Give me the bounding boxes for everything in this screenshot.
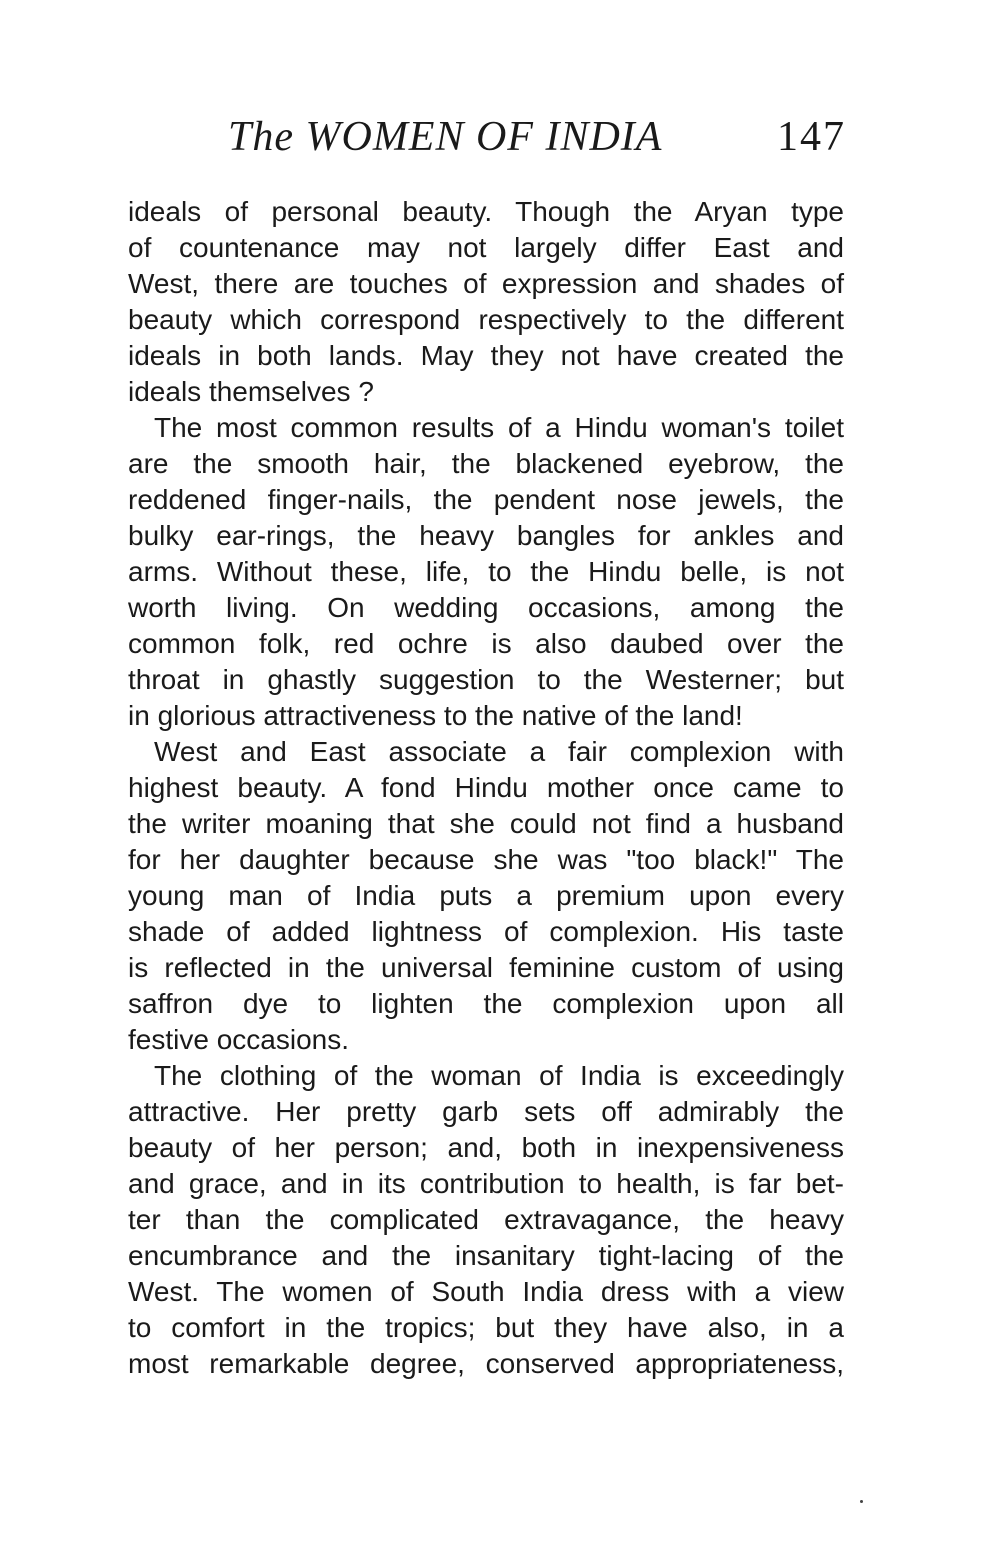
text-line: young man of India puts a premium upon every: [128, 880, 844, 911]
text-line: shade of added lightness of complexion. His taste: [128, 916, 844, 947]
text-line: encumbrance and the insanitary tight-lacing of the: [128, 1240, 844, 1271]
text-line: the writer moaning that she could not find a husband: [128, 808, 844, 839]
text-line: attractive. Her pretty garb sets off admirably the: [128, 1096, 844, 1127]
text-line: ideals in both lands. May they not have created the: [128, 340, 844, 371]
text-line: in glorious attractiveness to the native of the land!: [128, 700, 743, 731]
text-line: The most common results of a Hindu woman's toilet: [154, 412, 844, 443]
scan-speck: [860, 1500, 863, 1503]
text-line: ideals themselves ?: [128, 376, 374, 407]
text-line: are the smooth hair, the blackened eyebrow, the: [128, 448, 844, 479]
body-text: [128, 194, 844, 1382]
text-line: beauty which correspond respectively to the different: [128, 304, 844, 335]
text-line: saffron dye to lighten the complexion upon all: [128, 988, 844, 1019]
text-line: reddened finger-nails, the pendent nose jewels, the: [128, 484, 844, 515]
text-line: of countenance may not largely differ East and: [128, 232, 844, 263]
text-line: worth living. On wedding occasions, among the: [128, 592, 844, 623]
text-line: arms. Without these, life, to the Hindu belle, is not: [128, 556, 844, 587]
running-head: [228, 112, 846, 162]
text-line: throat in ghastly suggestion to the Westerner; but: [128, 664, 844, 695]
text-line: common folk, red ochre is also daubed over the: [128, 628, 844, 659]
text-line: for her daughter because she was "too black!" The: [128, 844, 844, 875]
text-line: bulky ear-rings, the heavy bangles for ankles and: [128, 520, 844, 551]
text-line: to comfort in the tropics; but they have also, in a: [128, 1312, 844, 1343]
text-line: festive occasions.: [128, 1024, 349, 1055]
text-line: The clothing of the woman of India is exceedingly: [154, 1060, 844, 1091]
text-line: and grace, and in its contribution to health, is far bet-: [128, 1168, 844, 1199]
text-line: ideals of personal beauty. Though the Aryan type: [128, 196, 844, 227]
text-line: is reflected in the universal feminine custom of using: [128, 952, 844, 983]
text-line: most remarkable degree, conserved appropriateness,: [128, 1348, 844, 1379]
text-line: West and East associate a fair complexion with: [154, 736, 844, 767]
running-title: The WOMEN OF INDIA: [228, 114, 663, 160]
text-line: West. The women of South India dress with a view: [128, 1276, 844, 1307]
page-number: 147: [777, 114, 846, 160]
text-line: ter than the complicated extravagance, the heavy: [128, 1204, 844, 1235]
text-line: beauty of her person; and, both in inexpensiveness: [128, 1132, 844, 1163]
text-line: West, there are touches of expression and shades of: [128, 268, 844, 299]
text-line: highest beauty. A fond Hindu mother once came to: [128, 772, 844, 803]
